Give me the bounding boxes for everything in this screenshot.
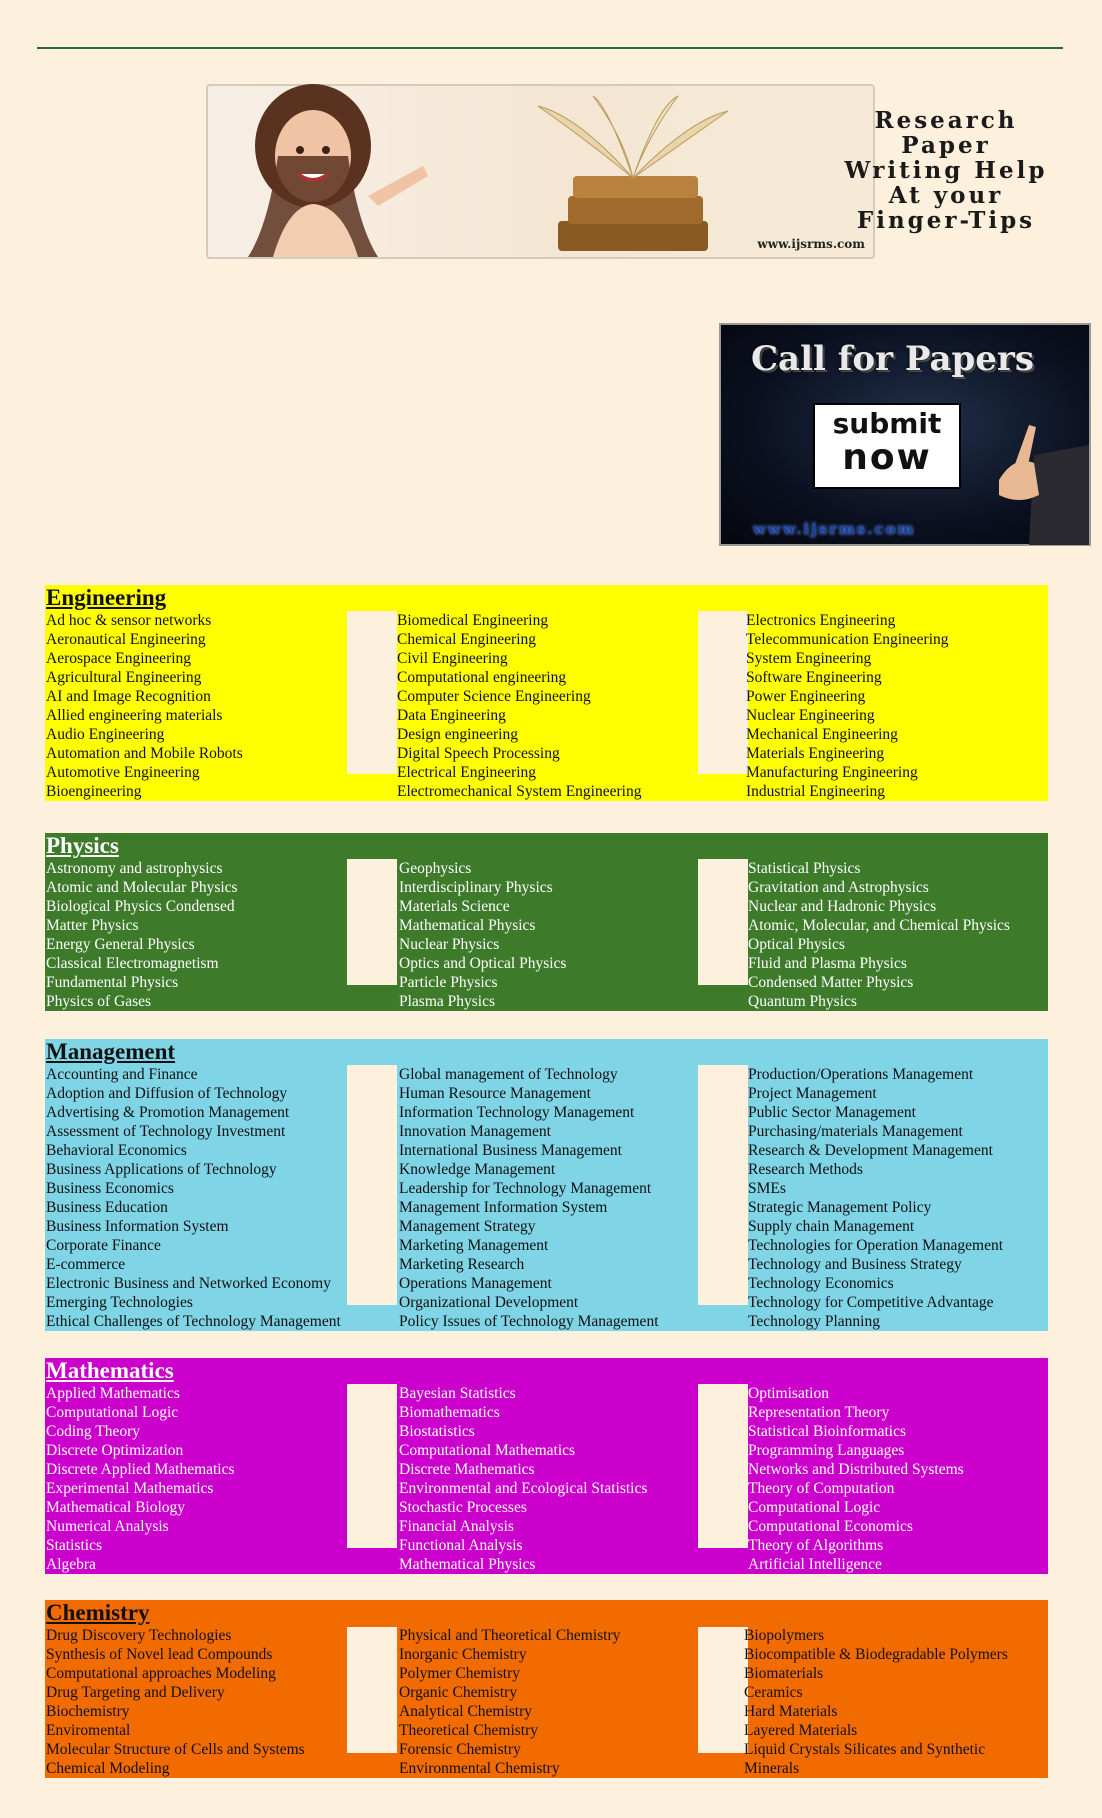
list-item[interactable]: Biomedical Engineering: [397, 612, 549, 629]
list-item[interactable]: Classical Electromagnetism: [46, 955, 219, 972]
list-item[interactable]: Synthesis of Novel lead Compounds: [46, 1646, 273, 1663]
list-item[interactable]: Adoption and Diffusion of Technology: [46, 1085, 288, 1102]
list-item[interactable]: Operations Management: [399, 1275, 552, 1292]
list-item[interactable]: Biostatistics: [399, 1423, 475, 1440]
list-item[interactable]: Representation Theory: [748, 1404, 890, 1421]
column-gap: [698, 611, 748, 774]
list-item[interactable]: Ceramics: [744, 1684, 803, 1701]
list-item[interactable]: Technology Planning: [748, 1313, 880, 1330]
list-item[interactable]: Public Sector Management: [748, 1104, 916, 1121]
column-gap: [347, 859, 397, 985]
list-item[interactable]: Theory of Computation: [748, 1480, 895, 1497]
list-item[interactable]: Organic Chemistry: [399, 1684, 518, 1701]
list-item[interactable]: Stochastic Processes: [399, 1499, 527, 1516]
list-item[interactable]: Chemical Modeling: [46, 1760, 170, 1777]
list-item[interactable]: Behavioral Economics: [46, 1142, 187, 1159]
list-item[interactable]: Marketing Research: [399, 1256, 525, 1273]
list-item[interactable]: Biopolymers: [744, 1627, 825, 1644]
list-item[interactable]: Materials Engineering: [746, 745, 885, 762]
list-item[interactable]: Power Engineering: [746, 688, 866, 705]
chemistry-col-2: [399, 1626, 620, 1778]
list-item[interactable]: Business Information System: [46, 1218, 229, 1235]
management-col-3: [748, 1065, 1003, 1331]
list-item[interactable]: Experimental Mathematics: [46, 1480, 214, 1497]
list-item[interactable]: Optics and Optical Physics: [399, 955, 567, 972]
list-item[interactable]: Accounting and Finance: [46, 1066, 198, 1083]
list-item[interactable]: Environmental Chemistry: [399, 1760, 560, 1777]
mathematics-section: [45, 1358, 1048, 1574]
list-item[interactable]: Computer Science Engineering: [397, 688, 591, 705]
list-item[interactable]: Analytical Chemistry: [399, 1703, 533, 1720]
list-item[interactable]: Technology and Business Strategy: [748, 1256, 962, 1273]
physics-section: [45, 833, 1048, 1011]
now-label: now: [842, 437, 932, 478]
list-item[interactable]: Computational Logic: [748, 1499, 881, 1516]
list-item[interactable]: Nuclear Engineering: [746, 707, 875, 724]
list-item[interactable]: Hard Materials: [744, 1703, 838, 1720]
list-item[interactable]: Molecular Structure of Cells and Systems: [46, 1741, 305, 1758]
list-item[interactable]: Production/Operations Management: [748, 1066, 974, 1083]
list-item[interactable]: Applied Mathematics: [46, 1385, 180, 1402]
list-item[interactable]: Leadership for Technology Management: [399, 1180, 652, 1197]
cfp-title: Call for Papers: [751, 339, 1034, 379]
list-item[interactable]: SMEs: [748, 1180, 786, 1197]
list-item[interactable]: Manufacturing Engineering: [746, 764, 918, 781]
list-item[interactable]: Gravitation and Astrophysics: [748, 879, 929, 896]
list-item[interactable]: Networks and Distributed Systems: [748, 1461, 964, 1478]
list-item[interactable]: Industrial Engineering: [746, 783, 886, 800]
mathematics-col-3: [748, 1384, 964, 1574]
list-item[interactable]: Condensed Matter Physics: [748, 974, 914, 991]
list-item[interactable]: Inorganic Chemistry: [399, 1646, 527, 1663]
column-gap: [698, 1384, 748, 1548]
list-item[interactable]: Financial Analysis: [399, 1518, 514, 1535]
list-item[interactable]: Layered Materials: [744, 1722, 858, 1739]
list-item[interactable]: Interdisciplinary Physics: [399, 879, 553, 896]
list-item[interactable]: Research Methods: [748, 1161, 863, 1178]
list-item[interactable]: Atomic, Molecular, and Chemical Physics: [748, 917, 1010, 934]
list-item[interactable]: Purchasing/materials Management: [748, 1123, 963, 1140]
mathematics-col-1: [46, 1384, 235, 1574]
physics-col-1: [46, 859, 238, 1011]
list-item[interactable]: Ad hoc & sensor networks: [46, 612, 212, 629]
list-item[interactable]: Plasma Physics: [399, 993, 496, 1010]
list-item[interactable]: Theory of Algorithms: [748, 1537, 884, 1554]
banner-headline: [826, 108, 1066, 233]
list-item[interactable]: Ethical Challenges of Technology Management: [46, 1313, 341, 1330]
list-item[interactable]: Business Applications of Technology: [46, 1161, 277, 1178]
engineering-title: Engineering: [46, 585, 167, 610]
list-item[interactable]: Geophysics: [399, 860, 472, 877]
list-item[interactable]: Artificial Intelligence: [748, 1556, 882, 1573]
list-item[interactable]: Human Resource Management: [399, 1085, 591, 1102]
list-item[interactable]: Physics of Gases: [46, 993, 152, 1010]
list-item[interactable]: Forensic Chemistry: [399, 1741, 521, 1758]
list-item[interactable]: Mathematical Biology: [46, 1499, 186, 1516]
list-item[interactable]: Agricultural Engineering: [46, 669, 202, 686]
mathematics-col-2: [399, 1384, 647, 1574]
chemistry-col-3: [744, 1626, 1008, 1778]
list-item[interactable]: Discrete Applied Mathematics: [46, 1461, 235, 1478]
cfp-url: www.ijsrms.com: [753, 520, 916, 538]
column-gap: [347, 1627, 397, 1753]
list-item[interactable]: Energy General Physics: [46, 936, 195, 953]
list-item[interactable]: Organizational Development: [399, 1294, 579, 1311]
physics-col-3: [748, 859, 1010, 1011]
list-item[interactable]: Biochemistry: [46, 1703, 130, 1720]
chemistry-col-1: [46, 1626, 305, 1778]
list-item[interactable]: Environmental and Ecological Statistics: [399, 1480, 648, 1497]
list-item[interactable]: Computational Logic: [46, 1404, 179, 1421]
list-item[interactable]: Business Education: [46, 1199, 168, 1216]
list-item[interactable]: Astronomy and astrophysics: [46, 860, 223, 877]
research-paper-banner[interactable]: [206, 84, 1048, 259]
chemistry-section: [45, 1600, 1048, 1778]
list-item[interactable]: Physical and Theoretical Chemistry: [399, 1627, 621, 1644]
list-item[interactable]: Electromechanical System Engineering: [397, 783, 642, 800]
management-title: Management: [46, 1039, 176, 1064]
pointing-hand-image: [979, 385, 1089, 545]
list-item[interactable]: Nuclear Physics: [399, 936, 500, 953]
list-item[interactable]: Biological Physics Condensed: [46, 898, 235, 915]
woman-pointing-image: [218, 86, 408, 257]
list-item[interactable]: Electronics Engineering: [746, 612, 896, 629]
list-item[interactable]: Policy Issues of Technology Management: [399, 1313, 659, 1330]
list-item[interactable]: Minerals: [744, 1760, 800, 1777]
top-divider: [37, 47, 1063, 49]
list-item[interactable]: Emerging Technologies: [46, 1294, 193, 1311]
list-item[interactable]: Programming Languages: [748, 1442, 905, 1459]
list-item[interactable]: Information Technology Management: [399, 1104, 635, 1121]
list-item[interactable]: Corporate Finance: [46, 1237, 161, 1254]
list-item[interactable]: Computational Mathematics: [399, 1442, 576, 1459]
list-item[interactable]: Digital Speech Processing: [397, 745, 560, 762]
list-item[interactable]: Automation and Mobile Robots: [46, 745, 243, 762]
column-gap: [347, 1065, 397, 1305]
column-gap: [347, 1384, 397, 1548]
list-item[interactable]: Software Engineering: [746, 669, 882, 686]
list-item[interactable]: Electronic Business and Networked Economy: [46, 1275, 331, 1292]
engineering-section: [45, 585, 1048, 801]
list-item[interactable]: Design engineering: [397, 726, 518, 743]
list-item[interactable]: Materials Science: [399, 898, 510, 915]
engineering-col-3: [746, 611, 949, 801]
list-item[interactable]: Technology Economics: [748, 1275, 894, 1292]
list-item[interactable]: Mathematical Physics: [399, 917, 536, 934]
list-item[interactable]: Advertising & Promotion Management: [46, 1104, 290, 1121]
banner-line-2: Writing Help: [844, 157, 1048, 184]
list-item[interactable]: Technology for Competitive Advantage: [748, 1294, 994, 1311]
physics-title: Physics: [46, 833, 119, 858]
mathematics-title: Mathematics: [46, 1358, 174, 1383]
list-item[interactable]: Statistics: [46, 1537, 102, 1554]
list-item[interactable]: Marketing Management: [399, 1237, 549, 1254]
list-item[interactable]: Fluid and Plasma Physics: [748, 955, 907, 972]
column-gap: [698, 859, 748, 985]
list-item[interactable]: Research & Development Management: [748, 1142, 993, 1159]
list-item[interactable]: Discrete Optimization: [46, 1442, 184, 1459]
list-item[interactable]: Mechanical Engineering: [746, 726, 898, 743]
list-item[interactable]: Coding Theory: [46, 1423, 140, 1440]
books-image: [498, 96, 758, 256]
list-item[interactable]: Numerical Analysis: [46, 1518, 169, 1535]
list-item[interactable]: Chemical Engineering: [397, 631, 537, 648]
engineering-col-1: [46, 611, 243, 801]
list-item[interactable]: Polymer Chemistry: [399, 1665, 520, 1682]
list-item[interactable]: Biomaterials: [744, 1665, 824, 1682]
engineering-col-2: [397, 611, 641, 801]
list-item[interactable]: Enviromental: [46, 1722, 131, 1739]
list-item[interactable]: Global management of Technology: [399, 1066, 618, 1083]
management-section: [45, 1039, 1048, 1331]
list-item[interactable]: Audio Engineering: [46, 726, 165, 743]
list-item[interactable]: Strategic Management Policy: [748, 1199, 932, 1216]
list-item[interactable]: Atomic and Molecular Physics: [46, 879, 238, 896]
list-item[interactable]: Mathematical Physics: [399, 1556, 536, 1573]
list-item[interactable]: Aeronautical Engineering: [46, 631, 206, 648]
list-item[interactable]: Optimisation: [748, 1385, 829, 1402]
list-item[interactable]: Data Engineering: [397, 707, 506, 724]
list-item[interactable]: Business Economics: [46, 1180, 174, 1197]
list-item[interactable]: Particle Physics: [399, 974, 498, 991]
list-item[interactable]: Computational Economics: [748, 1518, 913, 1535]
management-col-1: [46, 1065, 341, 1331]
banner-line-1: Research Paper: [874, 107, 1018, 159]
list-item[interactable]: Quantum Physics: [748, 993, 857, 1010]
list-item[interactable]: International Business Management: [399, 1142, 622, 1159]
list-item[interactable]: Telecommunication Engineering: [746, 631, 949, 648]
list-item[interactable]: Knowledge Management: [399, 1161, 556, 1178]
list-item[interactable]: Electrical Engineering: [397, 764, 537, 781]
list-item[interactable]: Computational engineering: [397, 669, 567, 686]
column-gap: [698, 1065, 748, 1305]
physics-col-2: [399, 859, 566, 1011]
list-item[interactable]: Matter Physics: [46, 917, 139, 934]
list-item[interactable]: Computational approaches Modeling: [46, 1665, 276, 1682]
list-item[interactable]: Bioengineering: [46, 783, 142, 800]
call-for-papers-banner[interactable]: [719, 323, 1091, 546]
list-item[interactable]: Functional Analysis: [399, 1537, 523, 1554]
list-item[interactable]: Fundamental Physics: [46, 974, 179, 991]
list-item[interactable]: Assessment of Technology Investment: [46, 1123, 286, 1140]
list-item[interactable]: Theoretical Chemistry: [399, 1722, 539, 1739]
list-item[interactable]: Civil Engineering: [397, 650, 508, 667]
list-item[interactable]: Statistical Bioinformatics: [748, 1423, 906, 1440]
list-item[interactable]: Innovation Management: [399, 1123, 551, 1140]
list-item[interactable]: Biomathematics: [399, 1404, 500, 1421]
list-item[interactable]: Liquid Crystals Silicates and Synthetic: [744, 1741, 986, 1758]
list-item[interactable]: Automotive Engineering: [46, 764, 200, 781]
list-item[interactable]: Project Management: [748, 1085, 877, 1102]
list-item[interactable]: Nuclear and Hadronic Physics: [748, 898, 937, 915]
list-item[interactable]: Drug Discovery Technologies: [46, 1627, 232, 1644]
list-item[interactable]: Supply chain Management: [748, 1218, 915, 1235]
list-item[interactable]: Allied engineering materials: [46, 707, 223, 724]
list-item[interactable]: Optical Physics: [748, 936, 845, 953]
list-item[interactable]: AI and Image Recognition: [46, 688, 211, 705]
column-gap: [698, 1627, 748, 1753]
list-item[interactable]: Management Information System: [399, 1199, 608, 1216]
list-item[interactable]: Statistical Physics: [748, 860, 861, 877]
submit-now-button[interactable]: [813, 403, 961, 489]
list-item[interactable]: E-commerce: [46, 1256, 126, 1273]
banner-line-4: Finger-Tips: [856, 207, 1036, 234]
list-item[interactable]: Drug Targeting and Delivery: [46, 1684, 225, 1701]
list-item[interactable]: Bayesian Statistics: [399, 1385, 516, 1402]
list-item[interactable]: Discrete Mathematics: [399, 1461, 535, 1478]
submit-label: submit: [832, 407, 942, 440]
banner-url: www.ijsrms.com: [757, 237, 865, 251]
list-item[interactable]: Biocompatible & Biodegradable Polymers: [744, 1646, 1008, 1663]
management-col-2: [399, 1065, 659, 1331]
list-item[interactable]: Algebra: [46, 1556, 96, 1573]
chemistry-title: Chemistry: [46, 1600, 150, 1625]
column-gap: [347, 611, 397, 774]
banner-line-3: At your: [888, 182, 1004, 209]
list-item[interactable]: Management Strategy: [399, 1218, 536, 1235]
list-item[interactable]: Technologies for Operation Management: [748, 1237, 1004, 1254]
list-item[interactable]: System Engineering: [746, 650, 872, 667]
list-item[interactable]: Aerospace Engineering: [46, 650, 192, 667]
